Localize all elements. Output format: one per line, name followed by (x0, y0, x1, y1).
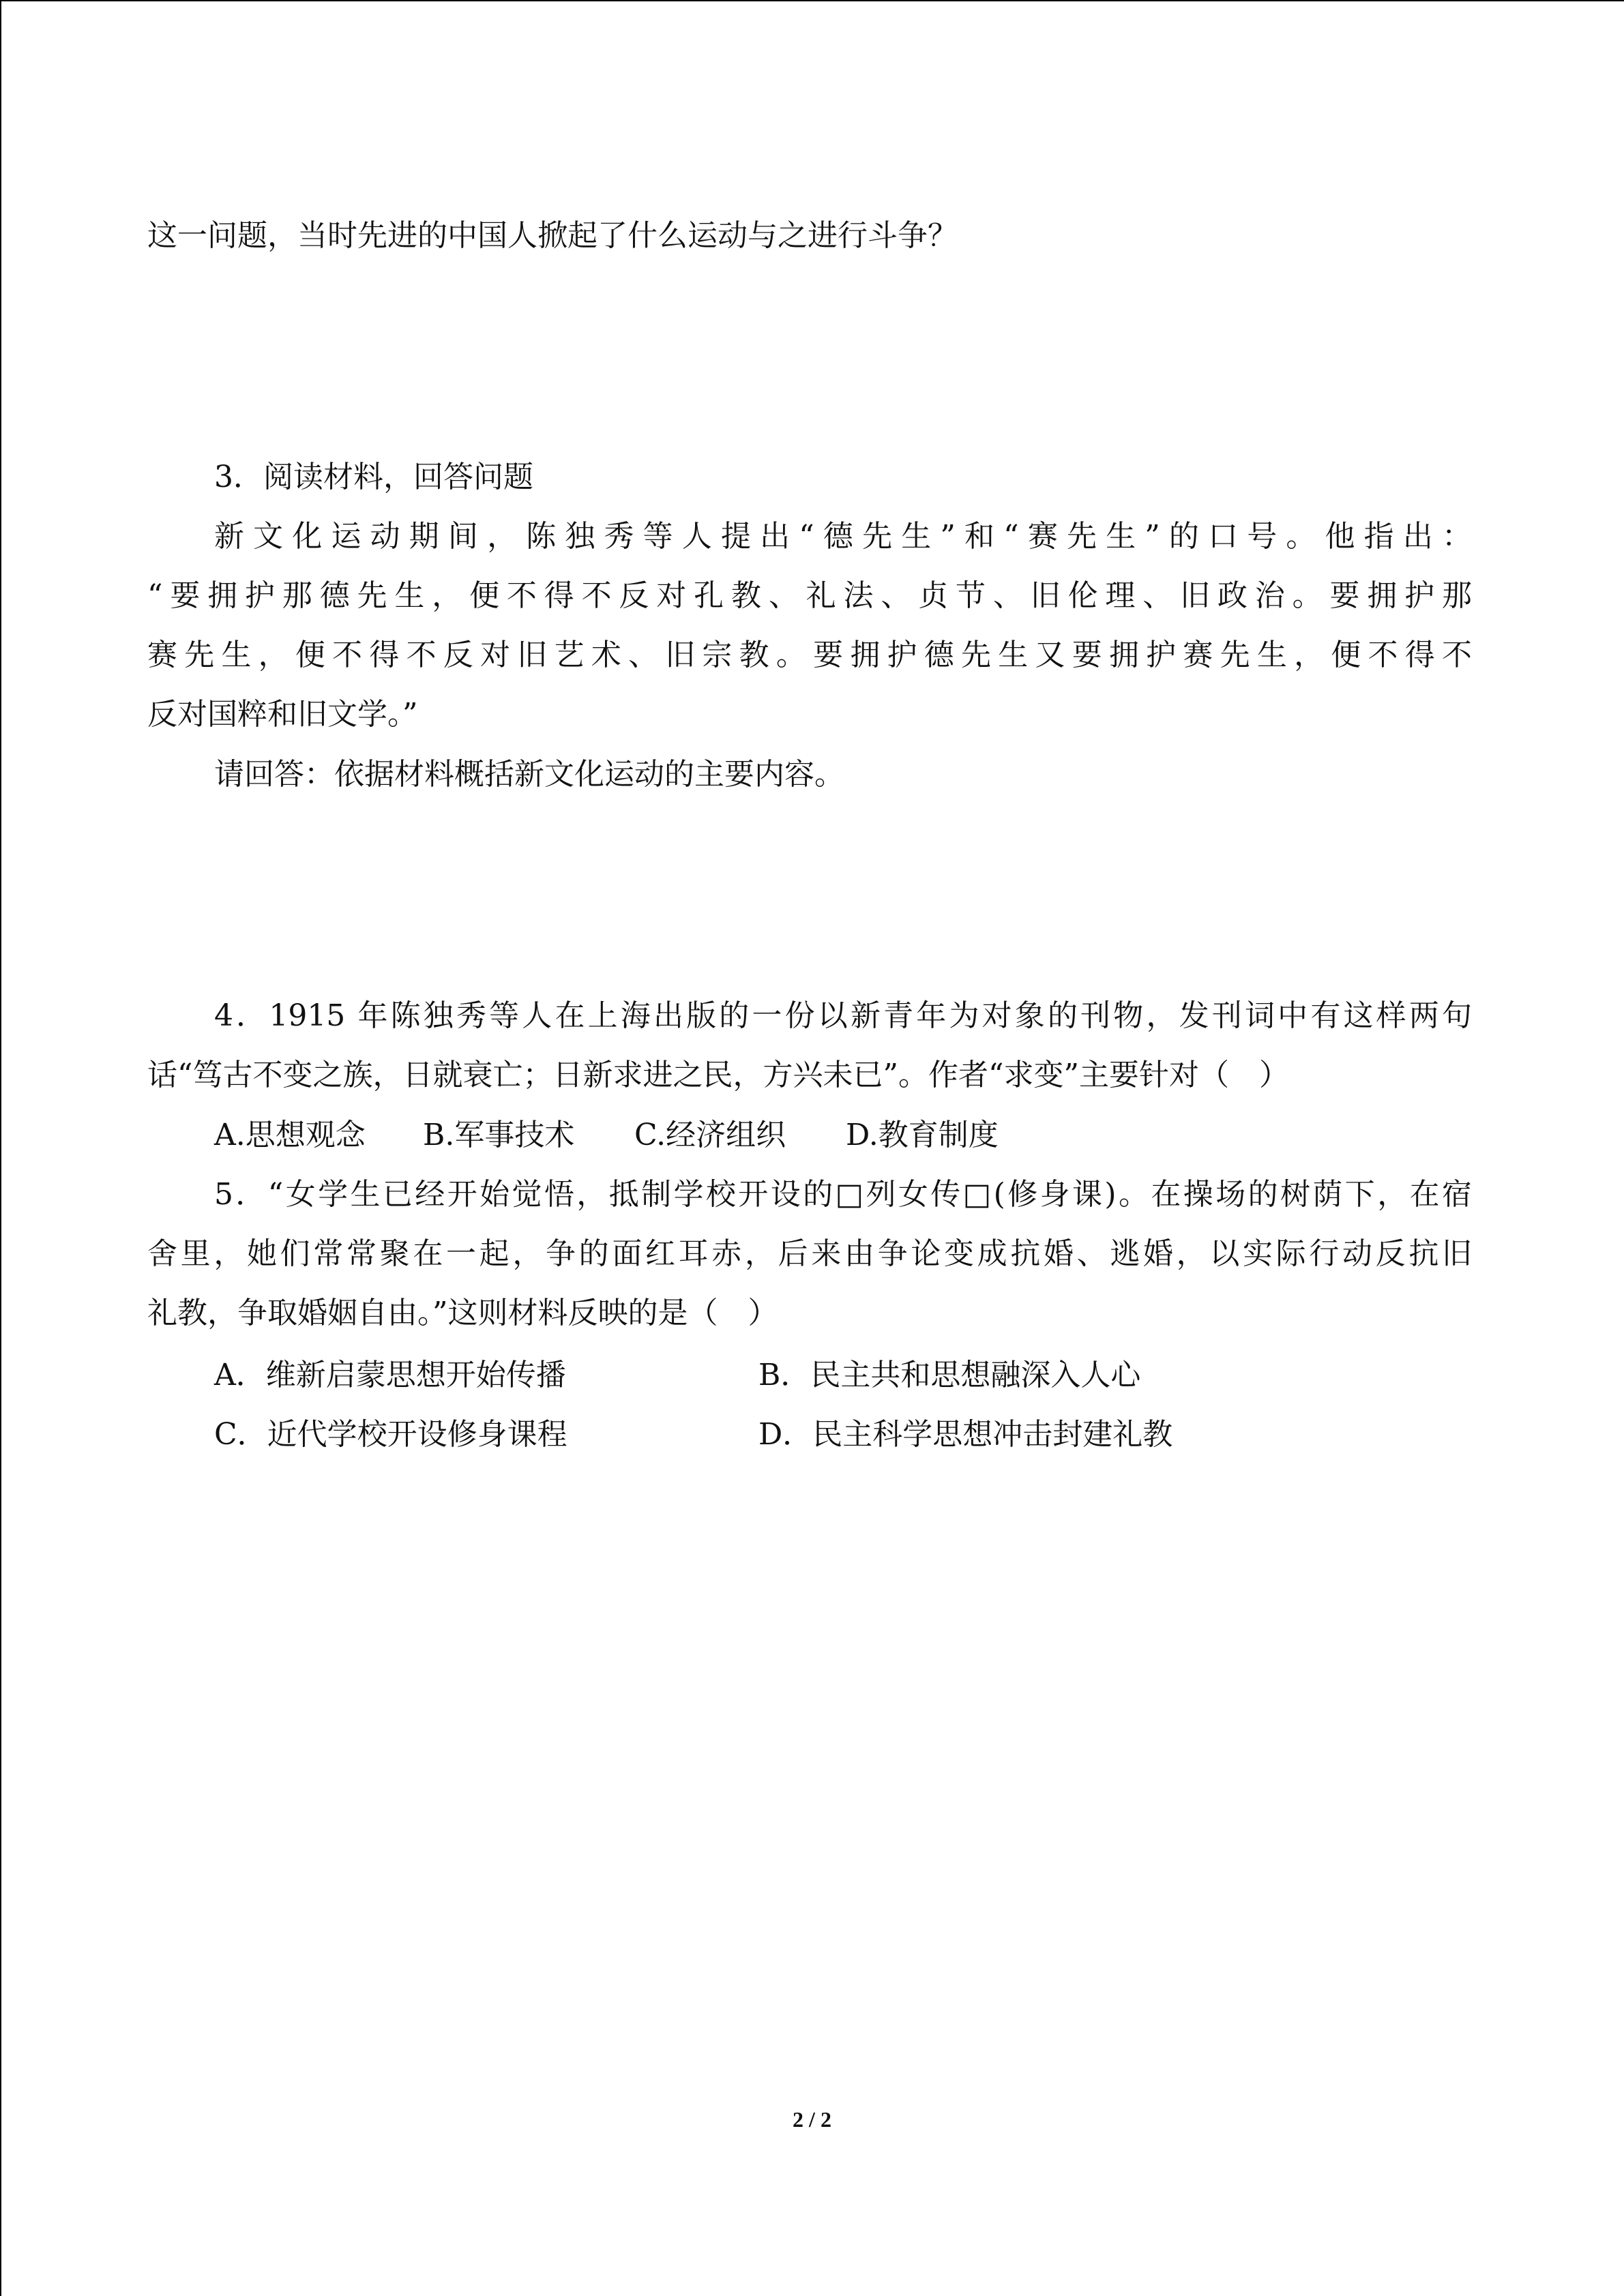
q5-option-d: D．民主科学思想冲击封建礼教 (758, 1417, 1173, 1452)
q3-material-line: “要拥护那德先生，便不得不反对孔教、礼法、贞节、旧伦理、旧政治。要拥护那 (147, 578, 1472, 613)
q5-option-b: B．民主共和思想融深入人心 (758, 1358, 1141, 1392)
q4-option-c: C.经济组织 (634, 1118, 786, 1152)
q3-prompt: 请回答：依据材料概括新文化运动的主要内容。 (214, 757, 844, 792)
page-number: 2 / 2 (793, 2107, 831, 2132)
q5-option-a: A．维新启蒙思想开始传播 (214, 1358, 566, 1392)
q3-material-line: 反对国粹和旧文学。” (147, 697, 418, 732)
q3-material-line: 新文化运动期间，陈独秀等人提出“德先生”和“赛先生”的口号。他指出： (214, 519, 1472, 554)
q5-option-c: C．近代学校开设修身课程 (214, 1417, 567, 1452)
q5-stem-line: 舍里，她们常常聚在一起，争的面红耳赤，后来由争论变成抗婚、逃婚，以实际行动反抗旧 (147, 1236, 1472, 1271)
q5-stem-line: 礼教，争取婚姻自由。”这则材料反映的是（ ） (147, 1296, 778, 1330)
q5-stem-line: 5．“女学生已经开始觉悟，抵制学校开设的□列女传□(修身课)。在操场的树荫下，在宿 (214, 1177, 1472, 1212)
q4-option-d: D.教育制度 (846, 1118, 999, 1152)
q4-option-b: B.军事技术 (423, 1118, 575, 1152)
q3-heading: 3．阅读材料，回答问题 (214, 460, 533, 494)
q4-option-a: A.思想观念 (214, 1118, 366, 1152)
q2-continuation: 这一问题，当时先进的中国人掀起了什么运动与之进行斗争？ (147, 218, 958, 253)
q4-stem-line: 话“笃古不变之族，日就衰亡；日新求进之民，方兴未已”。作者“求变”主要针对（ ） (147, 1058, 1289, 1092)
q3-material-line: 赛先生，便不得不反对旧艺术、旧宗教。要拥护德先生又要拥护赛先生，便不得不 (147, 638, 1472, 672)
q4-stem-line: 4．1915 年陈独秀等人在上海出版的一份以新青年为对象的刊物，发刊词中有这样两句 (214, 998, 1472, 1033)
